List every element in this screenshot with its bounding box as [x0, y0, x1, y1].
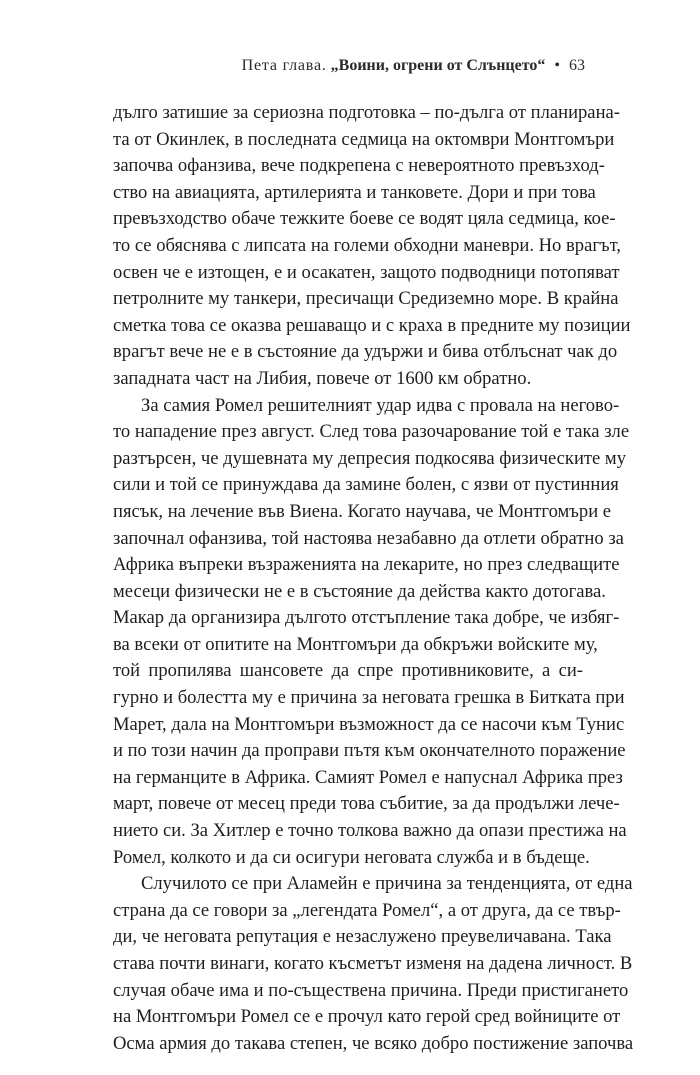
text-line: врагът вече не е в състояние да удържи и бива отблъснат чак до [113, 341, 618, 363]
text-line: Африка въпреки възраженията на лекарите, но през следващите [113, 554, 620, 576]
text-line: Ромел, колкото и да си осигури неговата служба и в бъдеще. [113, 846, 590, 868]
text-line: то се обяснява с липсата на големи обходни маневри. Но врагът, [113, 234, 621, 256]
text-line: Осма армия до такава степен, че всяко добро постижение започва [113, 1032, 634, 1054]
text-line: то нападение през август. След това разочарование той е така зле [113, 421, 630, 443]
text-line: петролните му танкери, пресичащи Средиземно море. В крайна [113, 288, 619, 310]
chapter-label: Пета глава. [241, 57, 327, 74]
page-number: 63 [569, 57, 585, 74]
chapter-title: „Воини, огрени от Слънцето“ [330, 57, 546, 74]
text-line: март, повече от месец преди това събитие, за да продължи лече- [113, 793, 620, 815]
text-line: гурно и болестта му е причина за неговата грешка в Битката при [113, 687, 625, 709]
text-line: превъзходство обаче тежките боеве се водят цяла седмица, кое- [113, 208, 616, 230]
text-line: ство на авиацията, артилерията и танковете. Дори и при това [113, 181, 596, 203]
text-line: разтърсен, че душевната му депресия подкосява физическите му [113, 447, 626, 469]
running-header [110, 55, 585, 77]
text-line: освен че е изтощен, е и осакатен, защото подводници потопяват [113, 261, 620, 283]
text-line: става почти винаги, когато късметът изменя на дадена личност. В [113, 953, 633, 974]
text-line: започва офанзива, вече подкрепена с невероятното превъзход- [113, 155, 605, 177]
text-line: та от Окинлек, в последната седмица на октомври Монтгомъри [113, 128, 615, 150]
text-line: Случилото се при Аламейн е причина за тенденцията, от една [141, 873, 633, 895]
text-line: нието си. За Хитлер е точно толкова важно да опази престижа на [113, 820, 627, 842]
text-line: западната част на Либия, повече от 1600 км обратно. [113, 367, 532, 389]
text-line: и по този начин да проправи пътя към окончателното поражение [113, 740, 626, 762]
text-line: на германците в Африка. Самият Ромел е напуснал Африка през [113, 766, 623, 788]
text-line: ва всеки от опитите на Монтгомъри да обкръжи войските му, [113, 633, 598, 655]
text-line: на Монтгомъри Ромел се е прочул като герой сред войниците от [113, 1006, 621, 1028]
text-line: той пропилява шансовете да спре противниковите, а си- [113, 660, 583, 682]
text-line: Марет, дала на Монтгомъри възможност да се насочи към Тунис [113, 713, 625, 735]
text-line: ди, че неговата репутация е незаслужено преувеличавана. Така [113, 926, 612, 948]
text-line: дълго затишие за сериозна подготовка – по-дълга от планирана- [113, 102, 620, 123]
text-line: сили и той се принуждава да замине болен, с язви от пустинния [113, 474, 619, 496]
text-line: За самия Ромел решителният удар идва с провала на негово- [141, 394, 620, 416]
body-text [113, 100, 634, 1057]
text-line: Макар да организира дългото отстъпление така добре, че избяг- [113, 607, 620, 629]
text-line: страна да се говори за „легендата Ромел“, а от друга, да се твър- [113, 899, 621, 921]
text-line: месеци физически не е в състояние да действа както дотогава. [113, 580, 606, 602]
text-line: случая обаче има и по-съществена причина. Преди пристигането [113, 979, 629, 1001]
text-line: пясък, на лечение във Виена. Когато научава, че Монтгомъри е [113, 500, 612, 522]
text-line: започнал офанзива, той настоява незабавно да отлети обратно за [113, 527, 624, 549]
text-line: сметка това се оказва решаващо и с краха в предните му позиции [113, 314, 631, 336]
header-separator: • [554, 57, 560, 74]
